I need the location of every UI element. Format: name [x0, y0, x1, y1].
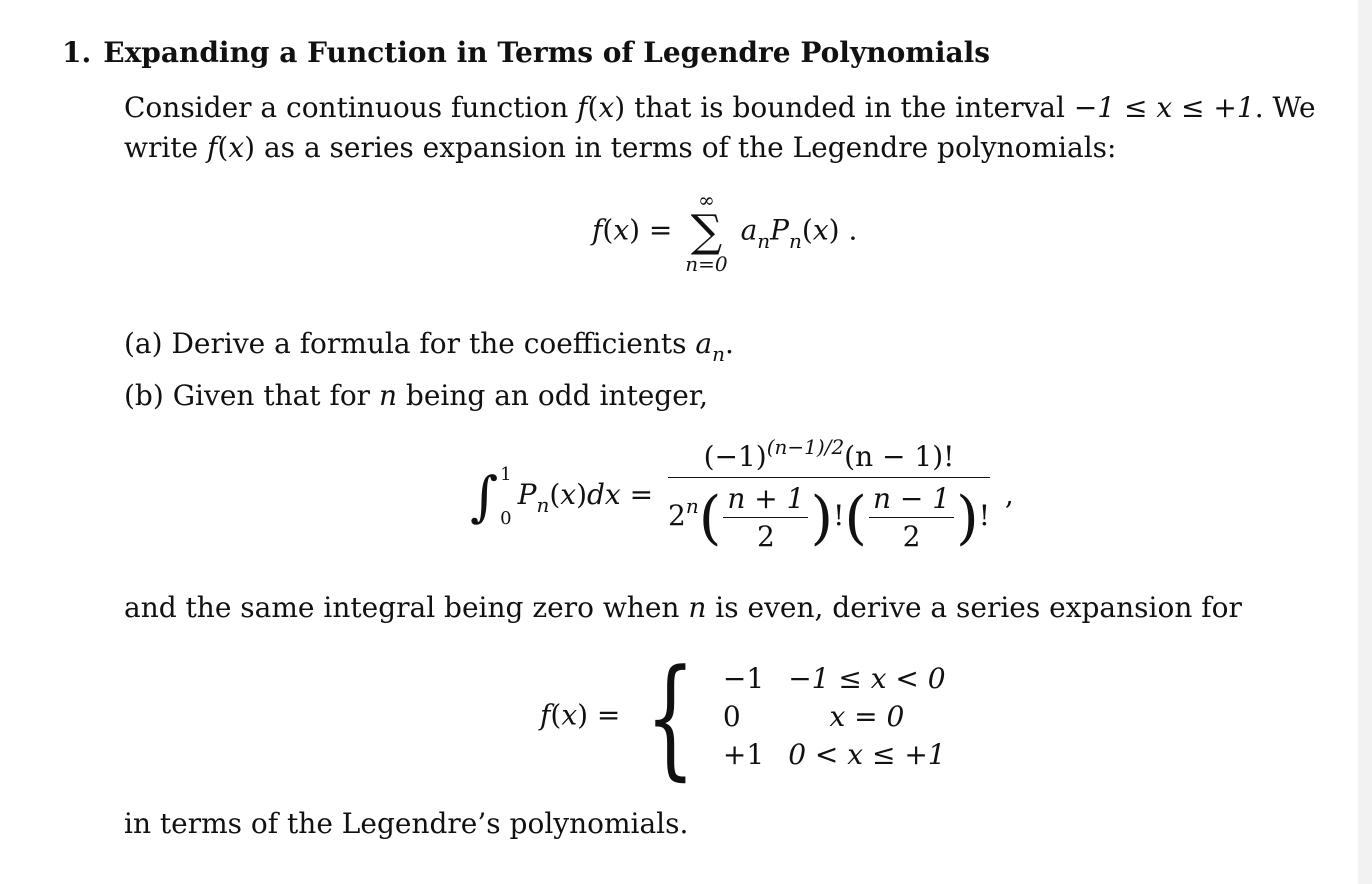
integral-limits: 1 0	[500, 463, 512, 529]
part-a: (a) Derive a formula for the coefficients $a_n$.	[124, 327, 734, 366]
part-b-label: (b)	[124, 379, 164, 412]
cases-table	[723, 660, 958, 774]
case-brace: {	[645, 641, 696, 793]
closing-text: in terms of the Legendre’s polynomials.	[124, 807, 689, 840]
case-row: 0 x = 0	[722, 700, 905, 733]
intro-line-2: write f(x) as a series expansion in terms of the Legendre polynomials:	[124, 131, 1117, 164]
case-row: −1 −1 ≤ x < 0	[722, 662, 946, 695]
part-a-label: (a)	[124, 327, 163, 360]
follow-text: and the same integral being zero when n is even, derive a series expansion for	[124, 591, 1242, 624]
integral-rhs-fraction	[667, 435, 991, 553]
piecewise-equation: f(x) = { −1 −1 ≤ x < 0 0 x = 0 +1 0 < x ≤ +1	[540, 652, 958, 782]
series-equation: f(x) = ∞ ∑ n=0 $a_nP_n(x)$ .	[592, 188, 858, 276]
problem-heading	[62, 36, 990, 69]
part-b: (b) Given that for n being an odd integer,	[124, 379, 708, 412]
intro-line-1: Consider a continuous function f(x) that is bounded in the interval −1 ≤ x ≤ +1. We	[124, 91, 1316, 124]
problem-number: 1.	[62, 36, 92, 69]
rhs-numerator: $(-1)^{(n-1)/2}(n - 1)$!	[668, 440, 990, 478]
integral-equation: ∫ 1 0 $P_n(x)dx$ = $(-1)^{(n-1)/2}(n - 1)$! 2$^n$( $\frac{n + 1}{2}$ )!( $\frac{n - 1}{2}$ )! ,	[470, 435, 1014, 553]
interval-expression: −1 ≤ x ≤ +1	[1073, 91, 1255, 124]
integral-sign: ∫	[470, 465, 499, 528]
problem-title: Expanding a Function in Terms of Legendre Polynomials	[103, 36, 991, 69]
case-row: +1 0 < x ≤ +1	[722, 738, 946, 771]
scrollbar-track[interactable]	[1358, 0, 1372, 884]
summation: ∞ ∑ n=0	[685, 188, 728, 276]
rhs-denominator: 2$^n$( $\frac{n + 1}{2}$ )!( $\frac{n - 1}{2}$ )!	[667, 482, 991, 553]
